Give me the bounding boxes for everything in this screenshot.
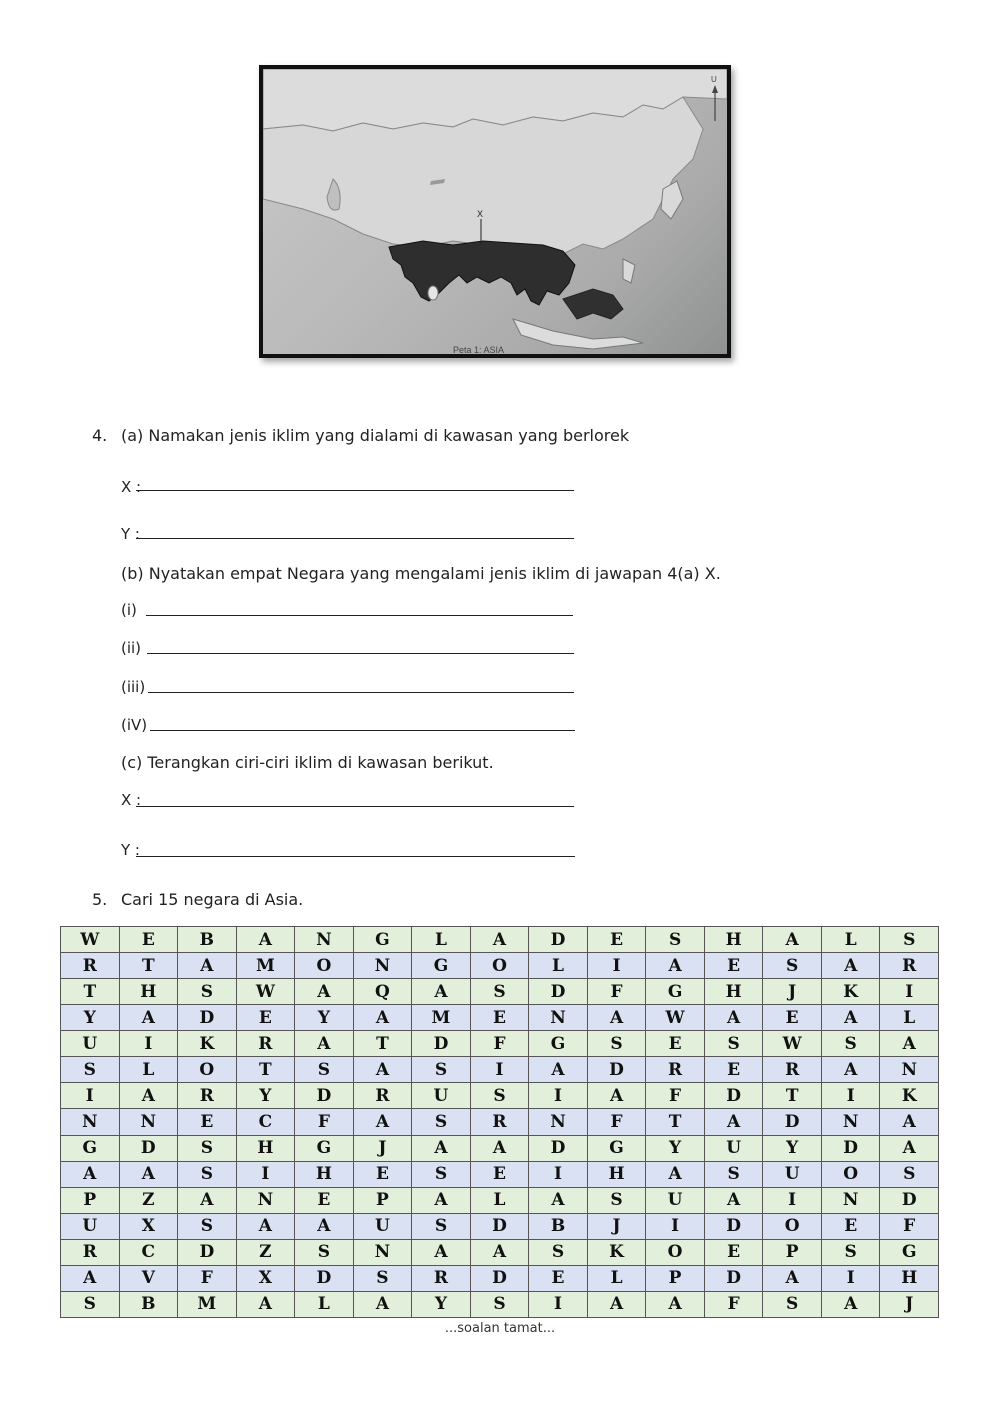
word-search-cell[interactable]: A xyxy=(880,1109,939,1135)
word-search-cell[interactable]: Y xyxy=(412,1291,471,1317)
word-search-cell[interactable]: I xyxy=(880,979,939,1005)
word-search-grid xyxy=(60,926,939,1318)
word-search-cell[interactable]: A xyxy=(529,1057,588,1083)
word-search-cell[interactable]: A xyxy=(295,979,354,1005)
word-search-cell[interactable]: O xyxy=(470,953,529,979)
word-search-cell[interactable]: R xyxy=(880,953,939,979)
word-search-cell[interactable]: G xyxy=(646,979,705,1005)
word-search-cell[interactable]: E xyxy=(178,1109,237,1135)
word-search-cell[interactable]: W xyxy=(61,927,120,953)
word-search-cell[interactable]: G xyxy=(529,1031,588,1057)
word-search-cell[interactable]: L xyxy=(821,927,880,953)
word-search-cell[interactable]: D xyxy=(704,1265,763,1291)
word-search-cell[interactable]: S xyxy=(880,927,939,953)
question-4a-text: (a) Namakan jenis iklim yang dialami di kawasan yang berlorek xyxy=(121,426,630,445)
word-search-cell[interactable]: S xyxy=(178,1213,237,1239)
word-search-cell[interactable]: C xyxy=(119,1239,178,1265)
question-5-number: 5. xyxy=(92,890,108,909)
word-search-cell[interactable]: A xyxy=(236,927,295,953)
word-search-cell[interactable]: H xyxy=(295,1161,354,1187)
marker-x-label: X xyxy=(477,209,484,219)
word-search-cell[interactable]: H xyxy=(236,1135,295,1161)
word-search-cell[interactable]: S xyxy=(470,979,529,1005)
word-search-cell[interactable]: M xyxy=(412,1005,471,1031)
word-search-cell[interactable]: D xyxy=(704,1213,763,1239)
word-search-cell[interactable]: E xyxy=(763,1005,822,1031)
question-5-text: Cari 15 negara di Asia. xyxy=(121,890,304,909)
word-search-cell[interactable]: S xyxy=(412,1161,471,1187)
word-search-cell[interactable]: S xyxy=(178,1161,237,1187)
word-search-row xyxy=(61,1057,939,1083)
word-search-row xyxy=(61,927,939,953)
word-search-cell[interactable]: T xyxy=(763,1083,822,1109)
word-search-cell[interactable]: L xyxy=(119,1057,178,1083)
word-search-cell[interactable]: H xyxy=(880,1265,939,1291)
word-search-cell[interactable]: A xyxy=(704,1187,763,1213)
question-4c-text: (c) Terangkan ciri-ciri iklim di kawasan berikut. xyxy=(121,753,494,772)
map-caption: Peta 1: ASIA xyxy=(453,345,505,355)
word-search-cell[interactable]: J xyxy=(880,1291,939,1317)
word-search-cell[interactable]: Y xyxy=(295,1005,354,1031)
word-search-cell[interactable]: U xyxy=(763,1161,822,1187)
word-search-cell[interactable]: I xyxy=(236,1161,295,1187)
word-search-row xyxy=(61,1135,939,1161)
word-search-cell[interactable]: N xyxy=(821,1109,880,1135)
word-search-cell[interactable]: E xyxy=(704,1239,763,1265)
word-search-cell[interactable]: A xyxy=(763,927,822,953)
word-search-cell[interactable]: A xyxy=(587,1291,646,1317)
word-search-cell[interactable]: A xyxy=(646,953,705,979)
word-search-cell[interactable]: A xyxy=(470,927,529,953)
word-search-cell[interactable]: D xyxy=(412,1031,471,1057)
word-search-cell[interactable]: L xyxy=(412,927,471,953)
q4c-x-label: X : xyxy=(121,791,142,809)
word-search-cell[interactable]: R xyxy=(61,1239,120,1265)
word-search-cell[interactable]: E xyxy=(821,1213,880,1239)
word-search-cell[interactable]: O xyxy=(646,1239,705,1265)
word-search-cell[interactable]: A xyxy=(119,1005,178,1031)
word-search-cell[interactable]: A xyxy=(880,1135,939,1161)
word-search-cell[interactable]: N xyxy=(236,1187,295,1213)
word-search-cell[interactable]: A xyxy=(880,1031,939,1057)
word-search-cell[interactable]: D xyxy=(529,979,588,1005)
word-search-cell[interactable]: B xyxy=(178,927,237,953)
word-search-cell[interactable]: I xyxy=(529,1083,588,1109)
word-search-cell[interactable]: W xyxy=(646,1005,705,1031)
word-search-cell[interactable]: A xyxy=(119,1161,178,1187)
word-search-cell[interactable]: G xyxy=(880,1239,939,1265)
word-search-cell[interactable]: Z xyxy=(119,1187,178,1213)
word-search-cell[interactable]: S xyxy=(412,1057,471,1083)
q4a-y-label: Y : xyxy=(121,525,140,543)
word-search-cell[interactable]: S xyxy=(763,953,822,979)
q4b-item-3-answer-line[interactable] xyxy=(148,692,574,693)
word-search-row xyxy=(61,1083,939,1109)
word-search-cell[interactable]: Q xyxy=(353,979,412,1005)
word-search-cell[interactable]: A xyxy=(587,1083,646,1109)
word-search-cell[interactable]: R xyxy=(61,953,120,979)
word-search-cell[interactable]: H xyxy=(704,979,763,1005)
word-search-cell[interactable]: D xyxy=(470,1213,529,1239)
word-search-row xyxy=(61,1161,939,1187)
word-search-cell[interactable]: N xyxy=(353,1239,412,1265)
word-search-cell[interactable]: R xyxy=(178,1083,237,1109)
islands-southeast xyxy=(563,289,623,319)
word-search-cell[interactable]: G xyxy=(587,1135,646,1161)
word-search-cell[interactable]: H xyxy=(119,979,178,1005)
word-search-cell[interactable]: E xyxy=(295,1187,354,1213)
q4b-item-4-answer-line[interactable] xyxy=(150,730,575,731)
word-search-cell[interactable]: S xyxy=(412,1109,471,1135)
word-search-cell[interactable]: A xyxy=(295,1031,354,1057)
word-search-cell[interactable]: E xyxy=(704,953,763,979)
word-search-cell[interactable]: I xyxy=(646,1213,705,1239)
word-search-cell[interactable]: D xyxy=(763,1109,822,1135)
north-arrow-label: U xyxy=(711,75,717,84)
word-search-cell[interactable]: A xyxy=(587,1005,646,1031)
word-search-cell[interactable]: A xyxy=(763,1265,822,1291)
question-4b-text: (b) Nyatakan empat Negara yang mengalami jenis iklim di jawapan 4(a) X. xyxy=(121,564,721,583)
word-search-row xyxy=(61,1265,939,1291)
word-search-cell[interactable]: A xyxy=(353,1057,412,1083)
word-search-cell[interactable]: A xyxy=(470,1135,529,1161)
word-search-cell[interactable]: A xyxy=(353,1291,412,1317)
word-search-cell[interactable]: E xyxy=(646,1031,705,1057)
word-search-row xyxy=(61,1031,939,1057)
word-search-cell[interactable]: S xyxy=(295,1239,354,1265)
word-search-cell[interactable]: E xyxy=(236,1005,295,1031)
word-search-cell[interactable]: T xyxy=(646,1109,705,1135)
word-search-cell[interactable]: A xyxy=(295,1213,354,1239)
word-search-cell[interactable]: E xyxy=(704,1057,763,1083)
word-search-cell[interactable]: S xyxy=(763,1291,822,1317)
word-search-cell[interactable]: F xyxy=(295,1109,354,1135)
word-search-cell[interactable]: D xyxy=(587,1057,646,1083)
word-search-cell[interactable]: A xyxy=(821,953,880,979)
word-search-cell[interactable]: F xyxy=(704,1291,763,1317)
word-search-cell[interactable]: H xyxy=(587,1161,646,1187)
word-search-cell[interactable]: D xyxy=(295,1083,354,1109)
word-search-cell[interactable]: R xyxy=(412,1265,471,1291)
word-search-cell[interactable]: A xyxy=(178,1187,237,1213)
word-search-cell[interactable]: S xyxy=(529,1239,588,1265)
word-search-cell[interactable]: A xyxy=(236,1213,295,1239)
word-search-cell[interactable]: Y xyxy=(646,1135,705,1161)
word-search-cell[interactable]: U xyxy=(353,1213,412,1239)
word-search-cell[interactable]: K xyxy=(821,979,880,1005)
shaded-region xyxy=(389,241,575,305)
word-search-cell[interactable]: V xyxy=(119,1265,178,1291)
word-search-cell[interactable]: A xyxy=(353,1005,412,1031)
word-search-cell[interactable]: E xyxy=(470,1005,529,1031)
word-search-cell[interactable]: T xyxy=(353,1031,412,1057)
word-search-cell[interactable]: W xyxy=(763,1031,822,1057)
word-search-cell[interactable]: R xyxy=(470,1109,529,1135)
word-search-cell[interactable]: H xyxy=(704,927,763,953)
word-search-cell[interactable]: N xyxy=(880,1057,939,1083)
word-search-cell[interactable]: P xyxy=(646,1265,705,1291)
q4a-x-label: X : xyxy=(121,478,142,496)
word-search-cell[interactable]: Y xyxy=(61,1005,120,1031)
word-search-cell[interactable]: G xyxy=(295,1135,354,1161)
word-search-cell[interactable]: N xyxy=(529,1109,588,1135)
q4c-x-answer-line[interactable] xyxy=(136,806,574,807)
word-search-cell[interactable]: A xyxy=(412,1135,471,1161)
word-search-cell[interactable]: K xyxy=(587,1239,646,1265)
word-search-cell[interactable]: G xyxy=(61,1135,120,1161)
word-search-cell[interactable]: A xyxy=(236,1291,295,1317)
word-search-cell[interactable]: B xyxy=(119,1291,178,1317)
word-search-cell[interactable]: Y xyxy=(236,1083,295,1109)
word-search-cell[interactable]: A xyxy=(646,1161,705,1187)
word-search-cell[interactable]: S xyxy=(178,1135,237,1161)
word-search-cell[interactable]: B xyxy=(529,1213,588,1239)
word-search-cell[interactable]: L xyxy=(529,953,588,979)
word-search-cell[interactable]: I xyxy=(470,1057,529,1083)
q4c-y-answer-line[interactable] xyxy=(136,856,575,857)
word-search-cell[interactable]: F xyxy=(470,1031,529,1057)
word-search-cell[interactable]: O xyxy=(178,1057,237,1083)
word-search-cell[interactable]: C xyxy=(236,1109,295,1135)
word-search-cell[interactable]: U xyxy=(61,1213,120,1239)
word-search-cell[interactable]: N xyxy=(353,953,412,979)
word-search-row xyxy=(61,1109,939,1135)
q4b-item-4-label: (iV) xyxy=(121,716,148,734)
word-search-cell[interactable]: N xyxy=(529,1005,588,1031)
word-search-cell[interactable]: O xyxy=(763,1213,822,1239)
word-search-cell[interactable]: U xyxy=(412,1083,471,1109)
word-search-cell[interactable]: O xyxy=(821,1161,880,1187)
word-search-cell[interactable]: A xyxy=(61,1161,120,1187)
word-search-cell[interactable]: I xyxy=(763,1187,822,1213)
word-search-cell[interactable]: F xyxy=(178,1265,237,1291)
word-search-cell[interactable]: P xyxy=(61,1187,120,1213)
word-search-cell[interactable]: S xyxy=(880,1161,939,1187)
word-search-row xyxy=(61,979,939,1005)
word-search-cell[interactable]: A xyxy=(821,1291,880,1317)
q4a-x-answer-line[interactable] xyxy=(136,490,574,491)
q4b-item-2-answer-line[interactable] xyxy=(147,653,574,654)
word-search-cell[interactable]: S xyxy=(821,1031,880,1057)
word-search-cell[interactable]: A xyxy=(704,1005,763,1031)
word-search-cell[interactable]: S xyxy=(61,1291,120,1317)
word-search-cell[interactable]: J xyxy=(763,979,822,1005)
word-search-row xyxy=(61,1239,939,1265)
word-search-cell[interactable]: D xyxy=(704,1083,763,1109)
word-search-cell[interactable]: S xyxy=(470,1291,529,1317)
word-search-cell[interactable]: G xyxy=(412,953,471,979)
q4b-item-1-answer-line[interactable] xyxy=(146,615,573,616)
word-search-cell[interactable]: A xyxy=(412,1187,471,1213)
word-search-cell[interactable]: G xyxy=(353,927,412,953)
word-search-cell[interactable]: S xyxy=(412,1213,471,1239)
word-search-cell[interactable]: F xyxy=(880,1213,939,1239)
word-search-cell[interactable]: K xyxy=(178,1031,237,1057)
word-search-cell[interactable]: I xyxy=(529,1161,588,1187)
word-search-cell[interactable]: X xyxy=(236,1265,295,1291)
word-search-cell[interactable]: S xyxy=(821,1239,880,1265)
islands-philippines xyxy=(623,259,635,283)
word-search-cell[interactable]: D xyxy=(178,1239,237,1265)
word-search-cell[interactable]: A xyxy=(412,1239,471,1265)
word-search-cell[interactable]: S xyxy=(646,927,705,953)
question-4-number: 4. xyxy=(92,426,108,445)
word-search-cell[interactable]: J xyxy=(587,1213,646,1239)
q4b-item-2-label: (ii) xyxy=(121,639,142,657)
q4b-item-1-label: (i) xyxy=(121,601,137,619)
word-search-cell[interactable]: T xyxy=(119,953,178,979)
word-search-cell[interactable]: F xyxy=(587,979,646,1005)
word-search-cell[interactable]: F xyxy=(587,1109,646,1135)
end-note: ...soalan tamat... xyxy=(444,1321,556,1336)
word-search-cell[interactable]: I xyxy=(821,1265,880,1291)
word-search-cell[interactable]: A xyxy=(470,1239,529,1265)
word-search-cell[interactable]: A xyxy=(353,1109,412,1135)
word-search-cell[interactable]: E xyxy=(353,1161,412,1187)
word-search-cell[interactable]: Y xyxy=(763,1135,822,1161)
word-search-cell[interactable]: L xyxy=(295,1291,354,1317)
word-search-cell[interactable]: T xyxy=(61,979,120,1005)
word-search-cell[interactable]: F xyxy=(646,1083,705,1109)
word-search-cell[interactable]: N xyxy=(119,1109,178,1135)
word-search-cell[interactable]: D xyxy=(821,1135,880,1161)
word-search-cell[interactable]: I xyxy=(587,953,646,979)
q4b-item-3-label: (iii) xyxy=(121,678,146,696)
word-search-cell[interactable]: D xyxy=(529,1135,588,1161)
word-search-cell[interactable]: N xyxy=(295,927,354,953)
word-search-cell[interactable]: E xyxy=(119,927,178,953)
word-search-cell[interactable]: S xyxy=(587,1031,646,1057)
word-search-cell[interactable]: A xyxy=(61,1265,120,1291)
word-search-cell[interactable]: L xyxy=(880,1005,939,1031)
word-search-cell[interactable]: D xyxy=(470,1265,529,1291)
word-search-cell[interactable]: U xyxy=(704,1135,763,1161)
word-search-cell[interactable]: L xyxy=(470,1187,529,1213)
word-search-cell[interactable]: Z xyxy=(236,1239,295,1265)
word-search-row xyxy=(61,1005,939,1031)
word-search-cell[interactable]: S xyxy=(353,1265,412,1291)
word-search-cell[interactable]: E xyxy=(529,1265,588,1291)
word-search-cell[interactable]: N xyxy=(821,1187,880,1213)
word-search-cell[interactable]: A xyxy=(412,979,471,1005)
word-search-cell[interactable]: S xyxy=(704,1031,763,1057)
word-search-row xyxy=(61,1213,939,1239)
word-search-cell[interactable]: M xyxy=(178,1291,237,1317)
word-search-cell[interactable]: P xyxy=(763,1239,822,1265)
word-search-cell[interactable]: R xyxy=(353,1083,412,1109)
word-search-cell[interactable]: D xyxy=(178,1005,237,1031)
word-search-cell[interactable]: P xyxy=(353,1187,412,1213)
word-search-cell[interactable]: L xyxy=(587,1265,646,1291)
word-search-cell[interactable]: K xyxy=(880,1083,939,1109)
word-search-cell[interactable]: D xyxy=(880,1187,939,1213)
word-search-cell[interactable]: W xyxy=(236,979,295,1005)
word-search-cell[interactable]: U xyxy=(61,1031,120,1057)
word-search-cell[interactable]: D xyxy=(529,927,588,953)
word-search-cell[interactable]: E xyxy=(470,1161,529,1187)
q4c-y-label: Y : xyxy=(121,841,140,859)
word-search-cell[interactable]: M xyxy=(236,953,295,979)
sri-lanka xyxy=(428,286,438,300)
word-search-cell[interactable]: J xyxy=(353,1135,412,1161)
word-search-cell[interactable]: I xyxy=(61,1083,120,1109)
word-search-cell[interactable]: S xyxy=(587,1187,646,1213)
word-search-cell[interactable]: A xyxy=(119,1083,178,1109)
word-search-cell[interactable]: S xyxy=(470,1083,529,1109)
word-search-cell[interactable]: D xyxy=(295,1265,354,1291)
word-search-cell[interactable]: R xyxy=(646,1057,705,1083)
word-search-cell[interactable]: S xyxy=(704,1161,763,1187)
word-search-cell[interactable]: U xyxy=(646,1187,705,1213)
word-search-cell[interactable]: A xyxy=(821,1005,880,1031)
word-search-cell[interactable]: R xyxy=(236,1031,295,1057)
word-search-row xyxy=(61,1187,939,1213)
word-search-cell[interactable]: D xyxy=(119,1135,178,1161)
islands-indonesia xyxy=(513,319,643,349)
word-search-cell[interactable]: T xyxy=(236,1057,295,1083)
word-search-cell[interactable]: E xyxy=(587,927,646,953)
word-search-row xyxy=(61,953,939,979)
word-search-cell[interactable]: S xyxy=(295,1057,354,1083)
word-search-cell[interactable]: N xyxy=(61,1109,120,1135)
word-search-row xyxy=(61,1291,939,1317)
word-search-cell[interactable]: A xyxy=(821,1057,880,1083)
word-search-cell[interactable]: I xyxy=(529,1291,588,1317)
word-search-cell[interactable]: I xyxy=(821,1083,880,1109)
word-search-cell[interactable]: A xyxy=(704,1109,763,1135)
q4a-y-answer-line[interactable] xyxy=(136,538,574,539)
word-search-cell[interactable]: S xyxy=(178,979,237,1005)
word-search-cell[interactable]: R xyxy=(763,1057,822,1083)
asia-map-drawing xyxy=(263,69,727,354)
asia-map xyxy=(259,65,731,358)
word-search-cell[interactable]: O xyxy=(295,953,354,979)
word-search-cell[interactable]: S xyxy=(61,1057,120,1083)
word-search-cell[interactable]: X xyxy=(119,1213,178,1239)
word-search-cell[interactable]: I xyxy=(119,1031,178,1057)
word-search-cell[interactable]: A xyxy=(646,1291,705,1317)
word-search-cell[interactable]: A xyxy=(529,1187,588,1213)
word-search-cell[interactable]: A xyxy=(178,953,237,979)
